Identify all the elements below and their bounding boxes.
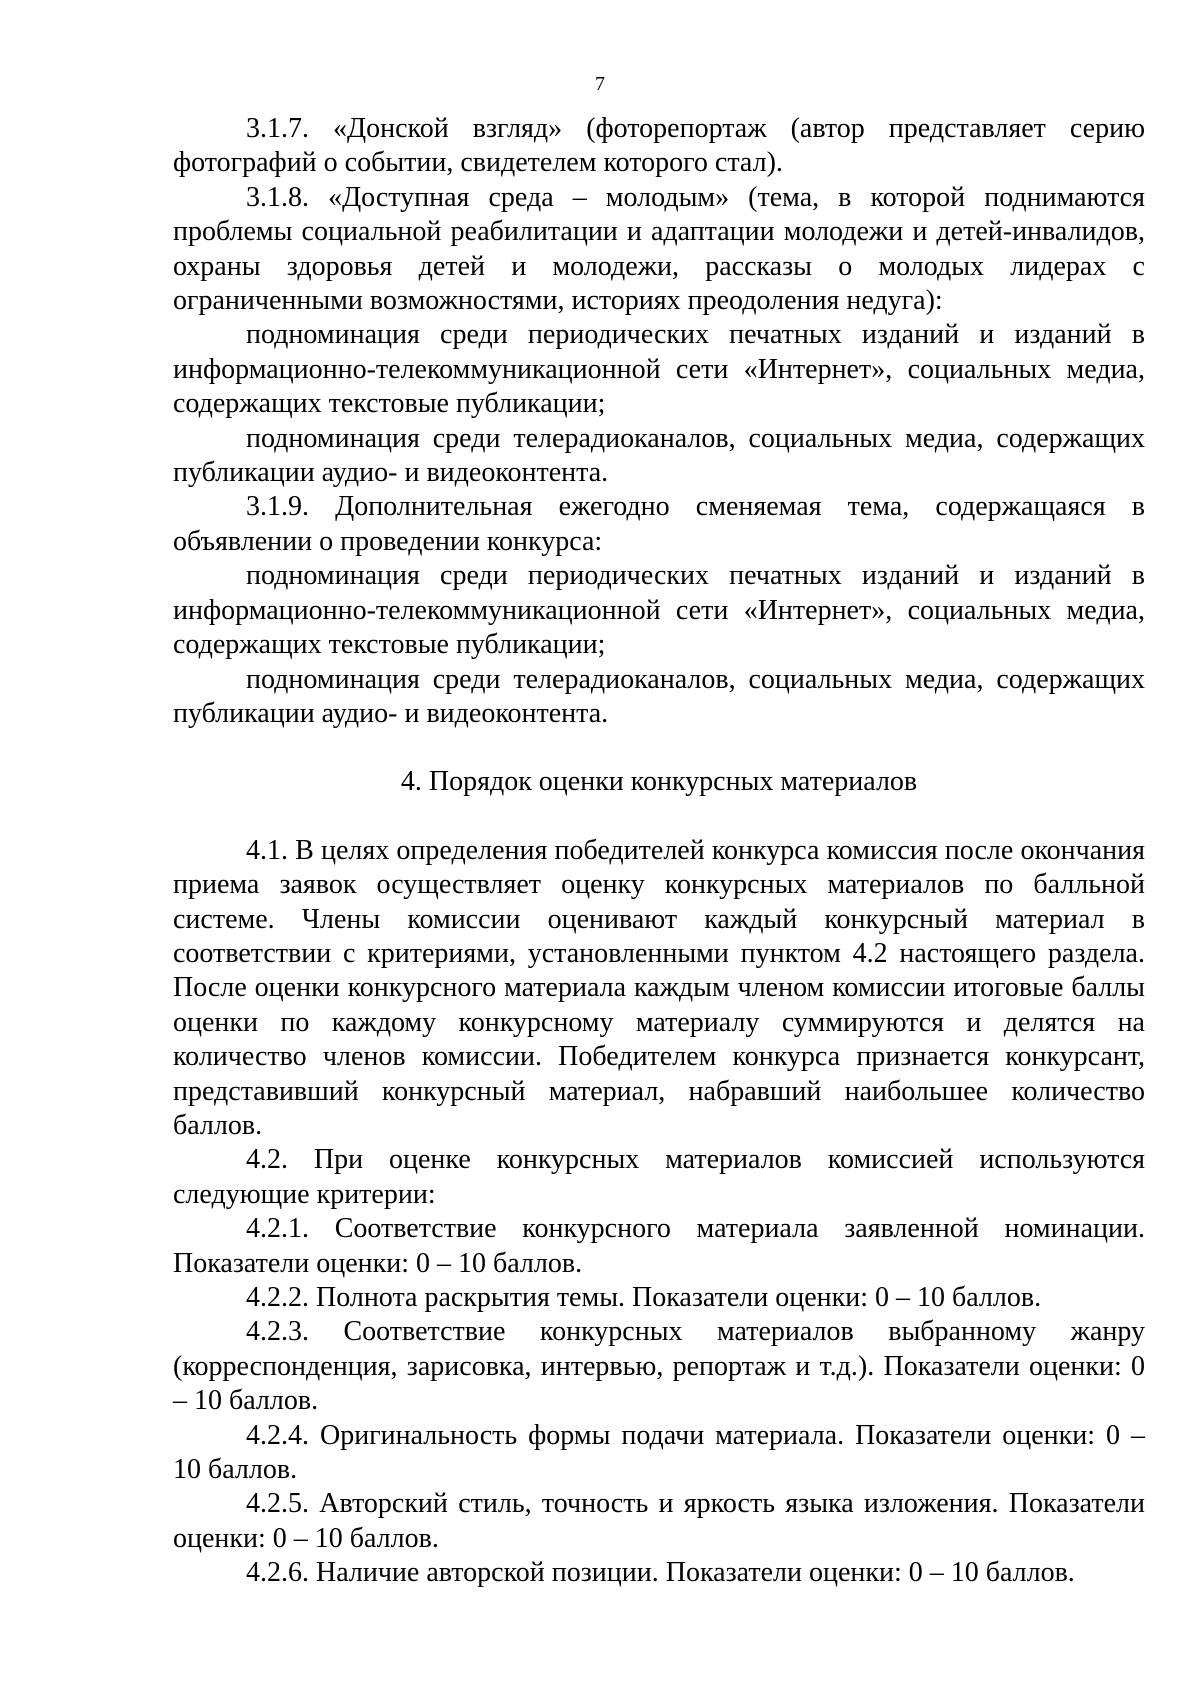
section-heading: 4. Порядок оценки конкурсных материалов — [400, 766, 918, 798]
criterion-4-2-1: 4.2.1. Соответствие конкурсного материала заявленной номинации. Показатели оценки: 0 – 10 баллов. — [173, 1213, 1145, 1279]
subnomination-broadcast: подноминация среди телерадиоканалов, социальных медиа, содержащих публикации аудио- и видеоконтента. — [173, 422, 1145, 489]
subnomination-broadcast: подноминация среди телерадиоканалов, социальных медиа, содержащих публикации аудио- и видеоконтента. — [173, 663, 1145, 729]
document-body — [173, 112, 1145, 1591]
criterion-4-2-4: 4.2.4. Оригинальность формы подачи материала. Показатели оценки: 0 – 10 баллов. — [173, 1419, 1145, 1486]
paragraph-3-1-7: 3.1.7. «Донской взгляд» (фоторепортаж (автор представляет серию фотографий о событии, свидетелем которого стал). — [173, 113, 1145, 179]
paragraph-3-1-9: 3.1.9. Дополнительная ежегодно сменяемая тема, содержащаяся в объявлении о проведении конкурса: — [173, 491, 1145, 557]
criterion-4-2-2: 4.2.2. Полнота раскрытия темы. Показатели оценки: 0 – 10 баллов. — [246, 1282, 1042, 1313]
paragraph-4-2: 4.2. При оценке конкурсных материалов комиссией используются следующие критерии: — [173, 1144, 1145, 1210]
subnomination-print: подноминация среди периодических печатных изданий и изданий в информационно-телекоммуникационной сети «Интернет», социальных медиа, содержащих текстовые публикации; — [173, 319, 1145, 420]
page-number: 7 — [595, 73, 605, 95]
criterion-4-2-5: 4.2.5. Авторский стиль, точность и яркость языка изложения. Показатели оценки: 0 – 10 баллов. — [173, 1488, 1145, 1554]
paragraph-4-1: 4.1. В целях определения победителей конкурса комиссия после окончания приема заявок осуществляет оценку конкурсных материалов по балльной системе. Члены комиссии оценивают каждый конкурсный материал в соответствии с критериями, установленными пунктом 4.2 настоящего раздела. После оценки конкурсного материала каждым членом комиссии итоговые баллы оценки по каждому конкурсному материалу суммируются и делятся на количество членов комиссии. Победителем конкурса признается конкурсант, представивший конкурсный материал, набравший наибольшее количество баллов. — [173, 834, 1145, 1141]
criterion-4-2-6: 4.2.6. Наличие авторской позиции. Показатели оценки: 0 – 10 баллов. — [246, 1557, 1075, 1589]
criterion-4-2-3: 4.2.3. Соответствие конкурсных материалов выбранному жанру (корреспонденция, зарисовка, интервью, репортаж и т.д.). Показатели оценки: 0 – 10 баллов. — [173, 1316, 1145, 1417]
subnomination-print: подноминация среди периодических печатных изданий и изданий в информационно-телекоммуникационной сети «Интернет», социальных медиа, содержащих текстовые публикации; — [173, 560, 1145, 661]
paragraph-3-1-8: 3.1.8. «Доступная среда – молодым» (тема, в которой поднимаются проблемы социальной реабилитации и адаптации молодежи и детей-инвалидов, охраны здоровья детей и молодежи, рассказы о молодых лидерах с ограниченными возможностями, историях преодоления недуга): — [173, 181, 1145, 317]
